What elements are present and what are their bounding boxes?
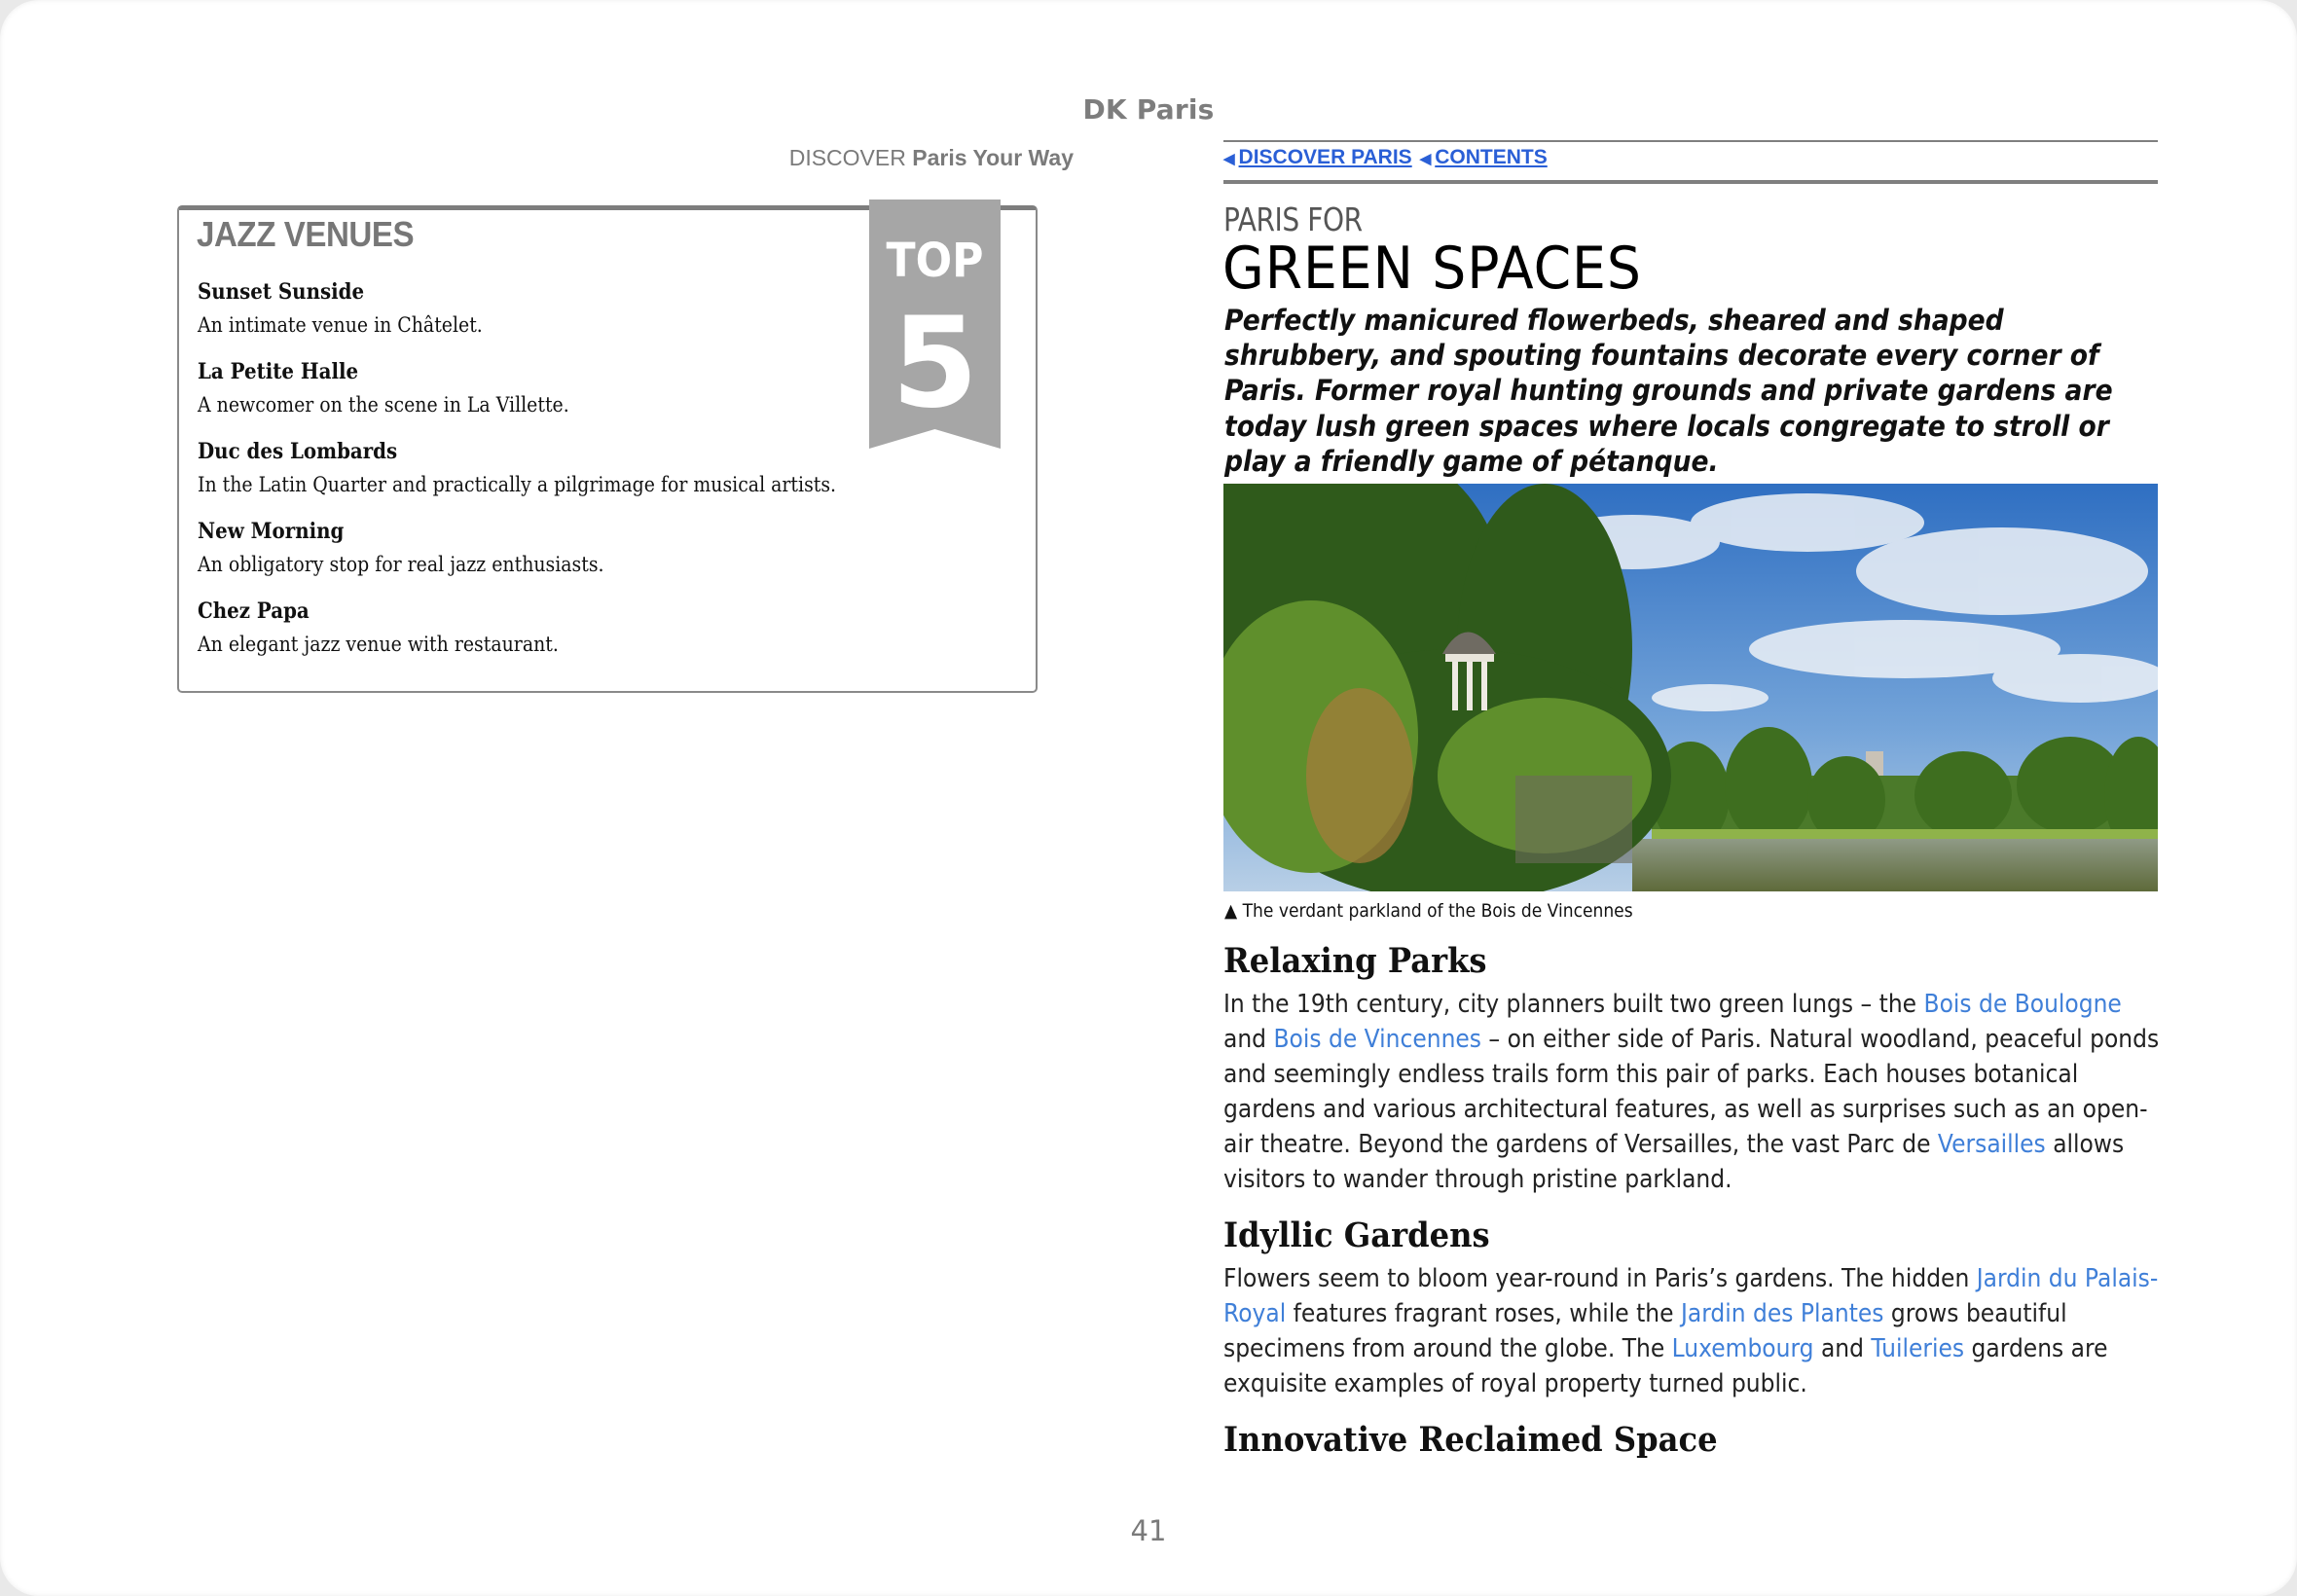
link-tuileries[interactable]: Tuileries: [1871, 1334, 1965, 1363]
park-photo: [1223, 484, 2158, 891]
running-head-section: DISCOVER: [788, 145, 906, 170]
link-bois-de-boulogne[interactable]: Bois de Boulogne: [1923, 990, 2122, 1019]
running-head: [789, 145, 1074, 171]
venue-item: [198, 438, 907, 498]
body-text: features fragrant roses, while the: [1286, 1299, 1681, 1328]
venue-description: An intimate venue in Châtelet.: [198, 313, 483, 337]
body-text: In the 19th century, city planners built two green lungs – the: [1223, 990, 1924, 1019]
ribbon-number: 5: [891, 291, 979, 436]
ribbon-top-label: TOP: [886, 234, 984, 288]
venue-item: [198, 278, 514, 339]
body-text: grows beautiful specimens from around the globe. The: [1223, 1299, 2067, 1363]
venue-description: An obligatory stop for real jazz enthusiasts.: [198, 553, 604, 576]
page-title: GREEN SPACES: [1222, 235, 1642, 303]
running-head-title: Paris Your Way: [912, 145, 1074, 170]
venue-name: New Morning: [198, 519, 345, 544]
venue-name: La Petite Halle: [198, 359, 359, 384]
photo-caption: [1224, 900, 1633, 922]
section-heading-idyllic-gardens: Idyllic Gardens: [1223, 1215, 1490, 1255]
section-heading-innovative-reclaimed-space: Innovative Reclaimed Space: [1223, 1420, 1718, 1460]
body-text: allows visitors to wander through pristine parkland.: [1223, 1130, 2125, 1194]
body-text: gardens are exquisite examples of royal property turned public.: [1223, 1334, 2108, 1398]
triangle-left-icon: ◀: [1419, 151, 1432, 167]
body-text: Flowers seem to bloom year-round in Paris’s gardens. The hidden: [1223, 1264, 1977, 1293]
body-text: – on either side of Paris. Natural woodland, peaceful ponds and seemingly endless trails form this pair of parks. Each houses botanical gardens and various architectural features, as well as surprises such as an open-air theatre. Beyond the gardens of Versailles, the vast Parc de: [1223, 1025, 2160, 1159]
venue-name: Sunset Sunside: [198, 279, 365, 305]
link-bois-de-vincennes[interactable]: Bois de Vincennes: [1273, 1025, 1481, 1054]
breadcrumb-nav: [1223, 146, 1548, 169]
venue-name: Duc des Lombards: [198, 439, 398, 464]
venue-description: An elegant jazz venue with restaurant.: [198, 633, 559, 656]
top5-ribbon-badge: [869, 200, 1001, 449]
venue-item: [198, 518, 649, 578]
book-title: DK Paris: [1082, 93, 1215, 126]
triangle-up-icon: ▲: [1224, 900, 1238, 922]
link-jardin-du-palais-royal[interactable]: Jardin du Palais-Royal: [1223, 1264, 2159, 1328]
nav-link-discover-paris[interactable]: DISCOVER PARIS: [1238, 146, 1412, 168]
caption-text: The verdant parkland of the Bois de Vincennes: [1242, 900, 1633, 922]
venue-item: [198, 358, 610, 418]
link-luxembourg[interactable]: Luxembourg: [1671, 1334, 1814, 1363]
section-body-idyllic-gardens: [1223, 1261, 2161, 1401]
section-heading-relaxing-parks: Relaxing Parks: [1223, 941, 1487, 981]
body-text: and: [1223, 1025, 1274, 1054]
section-body-relaxing-parks: [1223, 987, 2161, 1197]
intro-paragraph: Perfectly manicured flowerbeds, sheared and shaped shrubbery, and spouting fountains decorate every corner of Paris. Former royal hunting grounds and private gardens are today lush green spaces where locals congregate to stroll or play a friendly game of pétanque.: [1224, 304, 2113, 478]
box-title: JAZZ VENUES: [197, 214, 415, 254]
venue-name: Chez Papa: [198, 598, 310, 624]
nav-divider-top: [1223, 140, 2158, 142]
body-text: and: [1813, 1334, 1872, 1363]
venue-description: In the Latin Quarter and practically a pilgrimage for musical artists.: [198, 473, 837, 496]
link-jardin-des-plantes[interactable]: Jardin des Plantes: [1680, 1299, 1884, 1328]
link-versailles[interactable]: Versailles: [1937, 1130, 2046, 1159]
nav-divider-bottom: [1223, 180, 2158, 184]
triangle-left-icon: ◀: [1223, 151, 1235, 167]
page-number: 41: [1130, 1514, 1167, 1547]
section-kicker: PARIS FOR: [1223, 200, 1363, 238]
nav-link-contents[interactable]: CONTENTS: [1435, 146, 1548, 168]
venue-description: A newcomer on the scene in La Villette.: [198, 393, 569, 417]
venue-item: [198, 598, 599, 658]
